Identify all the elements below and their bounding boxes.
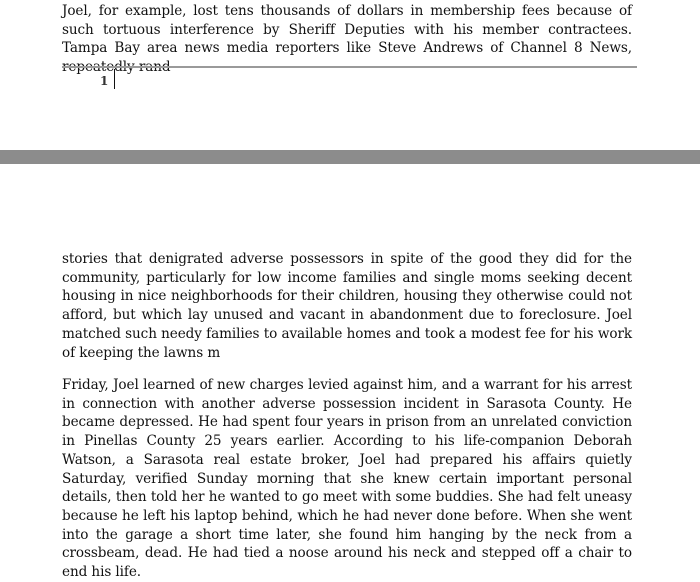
document-page-1	[0, 0, 700, 150]
text-cursor	[114, 69, 115, 89]
paragraph[interactable]: Friday, Joel learned of new charges levied against him, and a warrant for his arrest in connection with another adverse possession incident in Sarasota County. He became depressed. He had spent four years in prison from an unrelated conviction in Pinellas County 25 years earlier. According to his life-companion Deborah Watson, a Sarasota real estate broker, Joel had prepared his affairs quietly Saturday, verified Sunday morning that she knew certain important personal details, then told her he wanted to go meet with some buddies. She had felt uneasy because he left his laptop behind, which he had never done before. When she went into the garage a short time later, she found him hanging by the neck from a crossbeam, dead. He had tied a noose around his neck and stepped off a chair to end his life.	[62, 377, 632, 581]
continued-paragraph[interactable]: Joel, for example, lost tens thousands of dollars in membership fees because of such tortuous interference by Sheriff Deputies with his member contractees. Tampa Bay area news media reporters like Steve Andrews of Channel 8 News,	[62, 3, 632, 57]
page-break-separator	[0, 150, 700, 164]
page-number: 1	[100, 74, 109, 88]
paragraph[interactable]: stories that denigrated adverse possessors in spite of the good they did for the community, particularly for low income families and single moms seeking decent housing in nice neighborhoods for their children, housing they otherwise could not afford, but which lay unused and vacant in abandonment due to foreclosure. Joel matched such needy families to available homes and took a modest fee for his work of keeping the lawns m	[62, 251, 632, 361]
page-2-paragraph-2[interactable]	[62, 376, 632, 582]
page-2-paragraph-1[interactable]	[62, 250, 632, 362]
footer-divider	[62, 66, 637, 68]
